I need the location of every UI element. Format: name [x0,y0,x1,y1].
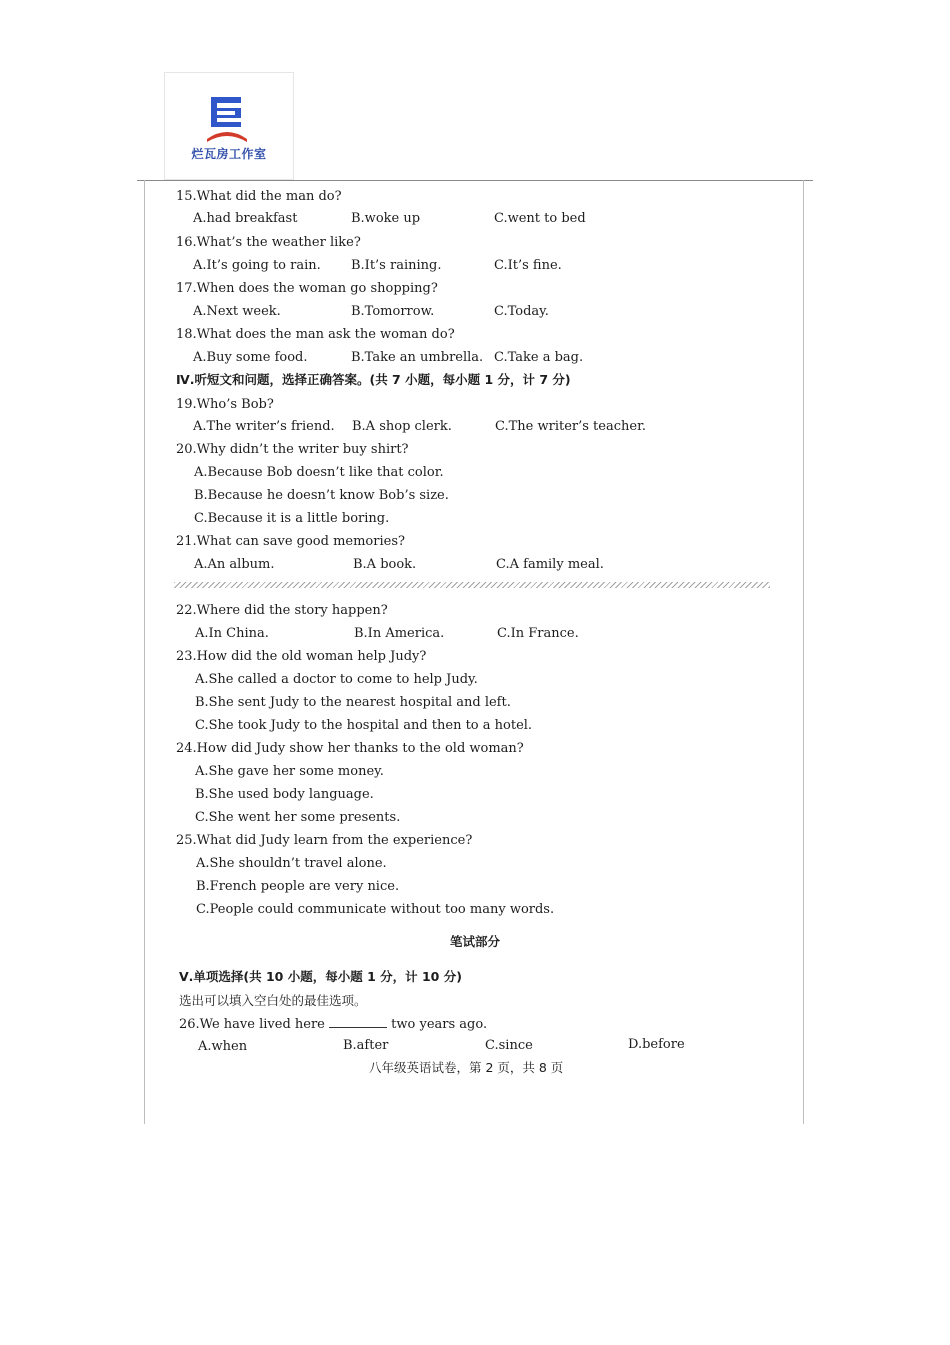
page-footer: 八年级英语试卷，第 2 页，共 8 页 [369,1060,564,1075]
section-5-instruction: 选出可以填入空白处的最佳选项。 [179,993,367,1008]
question-19-option-a: A.The writer’s friend. [193,419,335,434]
question-16-option-c: C.It’s fine. [494,258,562,273]
question-21-option-c: C.A family meal. [496,557,604,572]
question-25-option-a: A.She shouldn’t travel alone. [196,856,387,871]
answer-blank [329,1016,387,1028]
question-19-option-b: B.A shop clerk. [352,419,452,434]
question-23-option-a: A.She called a doctor to come to help Judy. [195,672,478,687]
written-part-title: 笔试部分 [450,934,501,949]
logo-text: 烂瓦房工作室 [191,147,267,161]
question-20-option-b: B.Because he doesn’t know Bob’s size. [194,488,449,503]
e-logo-icon [205,95,249,145]
question-21-option-a: A.An album. [194,557,275,572]
question-18: 18.What does the man ask the woman do? [176,327,455,342]
question-16: 16.What’s the weather like? [176,235,361,250]
question-16-option-a: A.It’s going to rain. [193,258,321,273]
question-26-option-d: D.before [628,1037,685,1052]
question-21: 21.What can save good memories? [176,534,405,549]
question-16-option-b: B.It’s raining. [351,258,442,273]
question-20-option-c: C.Because it is a little boring. [194,511,390,526]
wavy-divider [174,582,770,588]
question-26-option-b: B.after [343,1038,389,1053]
section-4-heading: Ⅳ.听短文和问题，选择正确答案。(共 7 小题，每小题 1 分，计 7 分) [176,372,571,387]
question-24-option-b: B.She used body language. [195,787,374,802]
question-18-option-c: C.Take a bag. [494,350,584,365]
question-26 [179,1016,487,1033]
question-19: 19.Who’s Bob? [176,397,274,412]
question-19-option-c: C.The writer’s teacher. [495,419,646,434]
question-22-option-c: C.In France. [497,626,579,641]
question-24-option-c: C.She went her some presents. [195,810,401,825]
question-17-option-c: C.Today. [494,304,549,319]
question-22-option-a: A.In China. [195,626,269,641]
question-23: 23.How did the old woman help Judy? [176,649,427,664]
question-24: 24.How did Judy show her thanks to the old woman? [176,741,524,756]
question-15-option-b: B.woke up [351,211,421,226]
question-24-option-a: A.She gave her some money. [195,764,384,779]
question-25: 25.What did Judy learn from the experience? [176,833,473,848]
logo [164,72,294,180]
question-18-option-b: B.Take an umbrella. [351,350,484,365]
question-15: 15.What did the man do? [176,189,342,204]
question-17-option-a: A.Next week. [193,304,281,319]
page-left-rule [144,180,145,1124]
question-26-text-after: two years ago. [391,1017,488,1032]
question-15-option-c: C.went to bed [494,211,586,226]
question-21-option-b: B.A book. [353,557,417,572]
question-20: 20.Why didn’t the writer buy shirt? [176,442,409,457]
question-18-option-a: A.Buy some food. [193,350,308,365]
question-26-text-before: 26.We have lived here [179,1017,325,1032]
question-20-option-a: A.Because Bob doesn’t like that color. [194,465,444,480]
question-26-option-c: C.since [485,1038,533,1053]
page-top-rule [137,180,813,181]
question-22: 22.Where did the story happen? [176,603,388,618]
question-15-option-a: A.had breakfast [193,211,298,226]
question-26-option-a: A.when [198,1039,248,1054]
question-23-option-c: C.She took Judy to the hospital and then to a hotel. [195,718,533,733]
question-17: 17.When does the woman go shopping? [176,281,438,296]
question-17-option-b: B.Tomorrow. [351,304,435,319]
section-5-heading: Ⅴ.单项选择(共 10 小题，每小题 1 分，计 10 分) [179,969,462,984]
question-25-option-b: B.French people are very nice. [196,879,400,894]
question-25-option-c: C.People could communicate without too many words. [196,902,555,917]
question-23-option-b: B.She sent Judy to the nearest hospital and left. [195,695,511,710]
question-22-option-b: B.In America. [354,626,445,641]
page-right-rule [803,180,804,1124]
